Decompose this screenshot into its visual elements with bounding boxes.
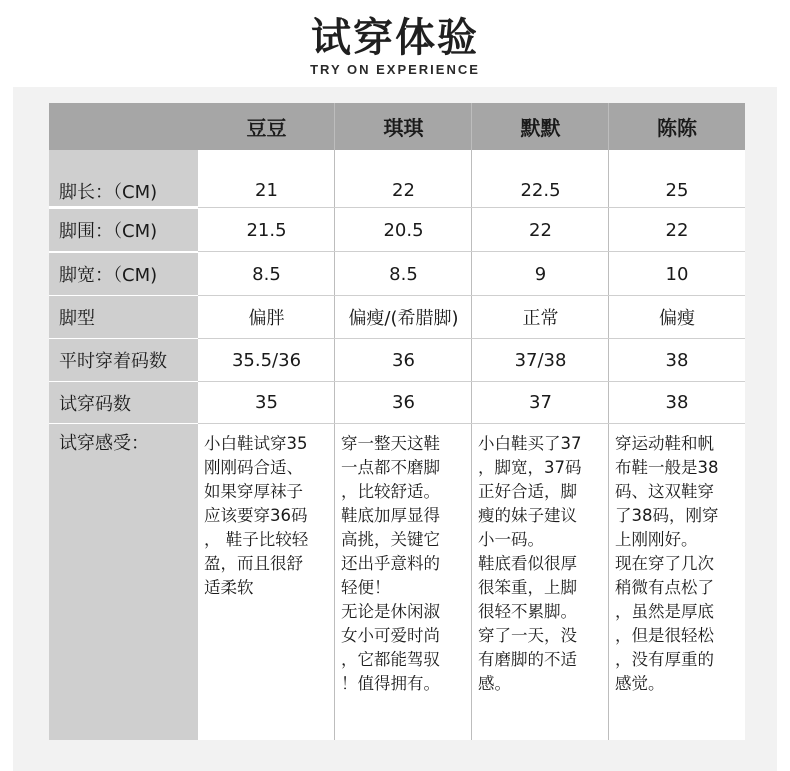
feeling-text: 小白鞋试穿35 刚刚码合适、 如果穿厚袜子 应该要穿36码 ， 鞋子比较轻 盈，而且很舒 适柔软 [204,434,309,597]
column-header: 默默 [472,103,609,150]
row-divider [198,295,745,296]
table-cell: 37/38 [514,349,567,371]
row-divider [198,207,745,208]
feeling-text: 小白鞋买了37 ，脚宽，37码 正好合适，脚 瘦的妹子建议 小一码。 鞋底看似很厚 很笨重，上脚 很轻不累脚。 穿了一天，没 有磨脚的不适 感。 [478,434,582,693]
try-on-table [49,103,745,740]
row-label-feeling: 试穿感受： [49,424,198,740]
label-divider [49,251,198,252]
table-cell: 偏胖 [248,308,285,329]
feeling-text: 穿一整天这鞋 一点都不磨脚 ，比较舒适。 鞋底加厚显得 高挑，关键它 还出乎意料的 轻便！ 无论是休闲淑 女小可爱时尚 ，它都能驾驭 ！值得拥有。 [341,434,440,693]
row-divider [198,423,745,424]
table-cell: 偏瘦 [659,308,695,329]
table-cell: 9 [534,263,547,285]
table-cell: 正常 [522,308,559,329]
table-cell: 38 [665,392,689,413]
table-cell: 偏瘦/(希腊脚) [348,308,459,329]
row-divider [198,338,745,339]
table-cell: 36 [392,349,415,371]
label-divider [49,295,198,296]
table-cell: 22.5 [520,180,561,201]
column-header: 陈陈 [609,103,745,150]
row-divider [198,381,745,382]
label-divider [49,207,198,208]
column-divider [471,103,472,740]
label-spacer [49,150,198,175]
table-cell: 22 [392,180,415,201]
label-divider [49,423,198,424]
table-cell: 22 [529,219,552,241]
table-cell: 25 [665,180,689,201]
row-label-foot-length: 脚长：（CM) [49,175,198,206]
feeling-text: 穿运动鞋和帆 布鞋一般是38 码、这双鞋穿 了38码，刚穿 上刚刚好。 现在穿了几次 稍微有点松了 ，虽然是厚底 ，但是很轻松 ，没有厚重的 感觉。 [615,434,719,693]
label-divider [49,338,198,339]
table-cell: 36 [392,392,415,413]
column-header: 琪琪 [335,103,472,150]
row-label-foot-girth: 脚围：（CM) [49,209,198,251]
table-cell: 37 [529,392,552,413]
table-cell: 22 [665,219,689,241]
table-cell: 35.5/36 [231,349,302,371]
page-title: 试穿体验 [311,15,479,61]
row-divider [198,251,745,252]
table-cell: 8.5 [252,263,281,285]
table-cell: 35 [255,392,278,413]
table-cell: 21.5 [246,219,287,241]
table-cell: 8.5 [389,263,418,285]
column-divider [334,103,335,740]
table-cell: 10 [665,263,689,285]
table-cell: 38 [665,349,689,371]
column-divider [608,103,609,740]
row-label-usual-size: 平时穿着码数 [49,339,198,381]
label-divider [49,381,198,382]
table-cell: 20.5 [383,219,424,241]
row-label-trial-size: 试穿码数 [49,382,198,423]
row-label-foot-width: 脚宽：（CM) [49,253,198,295]
column-header: 豆豆 [198,103,335,150]
page-subtitle: TRY ON EXPERIENCE [310,62,480,77]
row-label-foot-type: 脚型 [49,296,198,338]
header-corner [49,103,198,150]
table-cell: 21 [255,180,278,201]
